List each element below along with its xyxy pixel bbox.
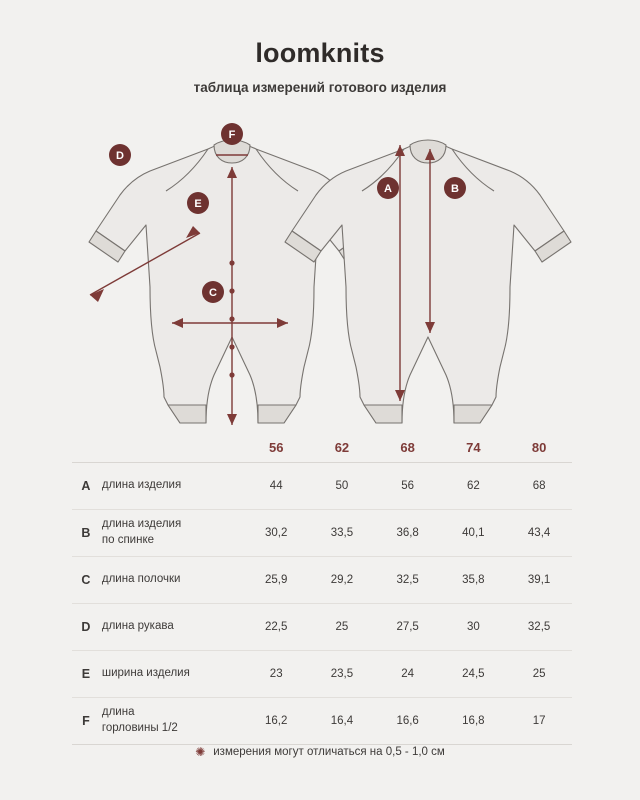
row-c-value-56: 25,9 (243, 557, 309, 604)
callout-b-label: B (451, 183, 459, 195)
header-size-56: 56 (243, 432, 309, 463)
page-subtitle: таблица измерений готового изделия (193, 80, 447, 95)
row-name-b (100, 510, 243, 557)
header-size-80: 80 (506, 432, 572, 463)
measurements-table (72, 432, 572, 745)
row-name-a (100, 463, 243, 510)
row-a-value-68: 56 (375, 463, 441, 510)
row-e-value-80: 25 (506, 651, 572, 698)
row-d-value-80: 32,5 (506, 604, 572, 651)
callout-f-label: F (228, 129, 236, 141)
callout-a-label: A (384, 183, 392, 195)
row-c-value-80: 39,1 (506, 557, 572, 604)
asterisk-icon: ✺ (195, 745, 206, 759)
row-c-value-74: 35,8 (441, 557, 507, 604)
row-f-value-56: 16,2 (243, 698, 309, 745)
table-head (72, 432, 572, 463)
row-d-value-56: 22,5 (243, 604, 309, 651)
row-name-c (100, 557, 243, 604)
row-a-value-80: 68 (506, 463, 572, 510)
row-e-value-74: 24,5 (441, 651, 507, 698)
footnote (0, 745, 640, 759)
row-e-value-68: 24 (375, 651, 441, 698)
header-key-col (72, 432, 100, 463)
table-row (72, 604, 572, 651)
row-key-c: C (72, 557, 100, 604)
row-key-d: D (72, 604, 100, 651)
row-a-value-62: 50 (309, 463, 375, 510)
header-name-col (100, 432, 243, 463)
row-key-e: E (72, 651, 100, 698)
row-e-value-62: 23,5 (309, 651, 375, 698)
row-f-value-80: 17 (506, 698, 572, 745)
row-name-f-line1: длина (101, 706, 135, 719)
measurements-table-wrap (72, 432, 572, 745)
row-name-c-line1: длина полочки (101, 573, 181, 586)
row-name-b-line2: по спинке (101, 534, 155, 546)
row-b-value-62: 33,5 (309, 510, 375, 557)
garment-diagram-svg (0, 105, 640, 425)
garment-diagram (0, 105, 640, 425)
row-c-value-68: 32,5 (375, 557, 441, 604)
table-header-row (72, 432, 572, 463)
header-size-74: 74 (441, 432, 507, 463)
row-b-value-68: 36,8 (375, 510, 441, 557)
row-key-a: A (72, 463, 100, 510)
table-row (72, 557, 572, 604)
row-name-d (100, 604, 243, 651)
table-row (72, 463, 572, 510)
callout-e-label: E (194, 198, 202, 210)
brand-title: loomknits (255, 38, 385, 68)
row-d-value-74: 30 (441, 604, 507, 651)
row-key-b: B (72, 510, 100, 557)
row-f-value-74: 16,8 (441, 698, 507, 745)
table-row (72, 510, 572, 557)
row-name-d-line1: длина рукава (101, 620, 174, 633)
row-a-value-74: 62 (441, 463, 507, 510)
row-name-f-line2: горловины 1/2 (101, 722, 178, 734)
row-name-b-line1: длина изделия (101, 518, 182, 531)
row-name-a-line1: длина изделия (101, 479, 182, 492)
row-name-f (100, 698, 243, 745)
row-a-value-56: 44 (243, 463, 309, 510)
footnote-text: измерения могут отличаться на 0,5 - 1,0 см (213, 746, 445, 758)
callout-d-label: D (116, 150, 124, 162)
table-body (72, 463, 572, 745)
callout-c-label: C (209, 287, 217, 299)
row-name-e-line1: ширина изделия (101, 667, 190, 680)
row-b-value-56: 30,2 (243, 510, 309, 557)
row-d-value-62: 25 (309, 604, 375, 651)
header-size-62: 62 (309, 432, 375, 463)
row-key-f: F (72, 698, 100, 745)
row-f-value-68: 16,6 (375, 698, 441, 745)
row-d-value-68: 27,5 (375, 604, 441, 651)
table-row (72, 698, 572, 745)
row-c-value-62: 29,2 (309, 557, 375, 604)
row-e-value-56: 23 (243, 651, 309, 698)
row-b-value-74: 40,1 (441, 510, 507, 557)
row-name-e (100, 651, 243, 698)
row-b-value-80: 43,4 (506, 510, 572, 557)
table-row (72, 651, 572, 698)
back-garment (285, 140, 571, 423)
header-size-68: 68 (375, 432, 441, 463)
row-f-value-62: 16,4 (309, 698, 375, 745)
